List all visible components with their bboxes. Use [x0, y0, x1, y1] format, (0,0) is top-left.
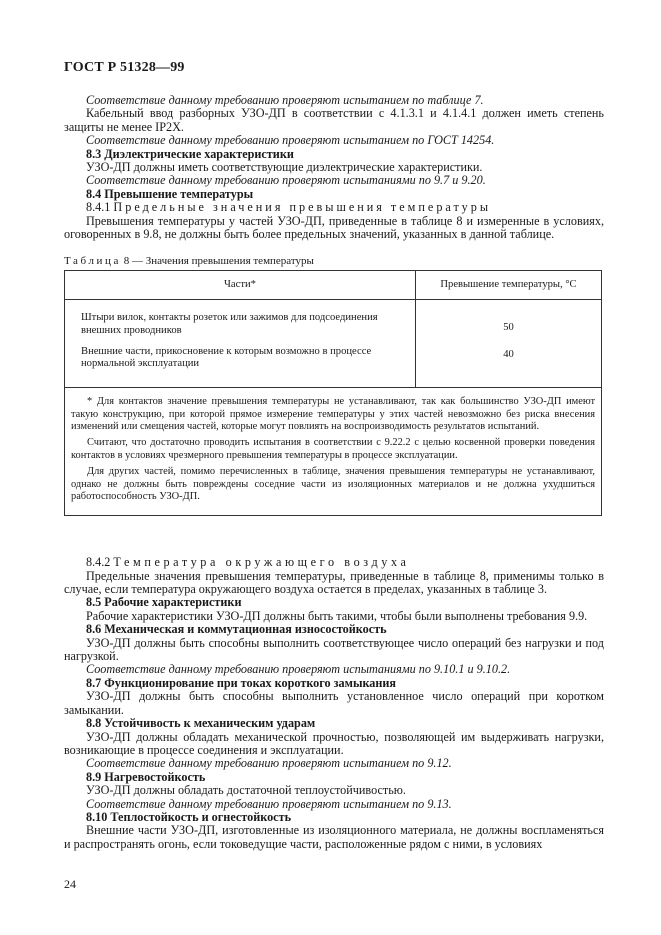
table-body-row — [65, 300, 602, 387]
temperature-rise-table — [64, 270, 602, 516]
table-notes — [65, 387, 602, 515]
table-header-row — [65, 271, 602, 300]
subsection-number: 8.4.1 — [86, 200, 111, 215]
paragraph: УЗО-ДП должны обладать механической прочностью, позволяющей им выдерживать нагрузки, возникающие в процессе соединения и эксплуатации. — [64, 729, 604, 757]
subsection-heading — [64, 556, 604, 569]
paragraph: УЗО-ДП должны быть способны выполнить установленное число операций при коротком замыкании. — [64, 689, 604, 717]
paragraph: Кабельный ввод разборных УЗО-ДП в соответствии с 4.1.3.1 и 4.1.4.1 должен иметь степень защиты не менее IP2X. — [64, 106, 604, 134]
table-note: Для других частей, помимо перечисленных в таблице, значения превышения температуры не устанавливают, однако не должны быть повреждены соседние части из изоляционных материалов и не должна ухудшиться работоспособность УЗО-ДП. — [71, 465, 595, 503]
section-heading: 8.4 Превышение температуры — [86, 186, 254, 201]
paragraph: Соответствие данному требованию проверяют испытанием по 9.13. — [86, 796, 452, 811]
paragraph: Предельные значения превышения температуры, приведенные в таблице 8, применимы только в случае, если температура окружающего воздуха остается в пределах, указанных в таблице 3. — [64, 568, 604, 597]
section-heading: 8.3 Диэлектрические характеристики — [86, 146, 294, 161]
paragraph: УЗО-ДП должны быть способны выполнить соответствующее число операций без нагрузки и под нагрузкой. — [64, 635, 604, 664]
subsection-number: 8.4.2 — [86, 555, 111, 570]
paragraph: Превышения температуры у частей УЗО-ДП, приведенные в таблице 8 и измеренные в условиях, оговоренных в 9.8, не должны быть более предельных значений, указанных в данной таблице. — [64, 213, 604, 242]
section-heading: 8.9 Нагревостойкость — [86, 769, 206, 784]
column-header-rise: Превышение температуры, °С — [416, 271, 602, 300]
table-row-part: Внешние части, прикосновение к которым возможно в процессе нормальной эксплуатации — [81, 345, 372, 370]
table-caption — [64, 255, 604, 268]
paragraph: Соответствие данному требованию проверяют испытанием по 9.12. — [86, 756, 452, 771]
paragraph: Соответствие данному требованию проверяют испытаниями по 9.10.1 и 9.10.2. — [86, 662, 511, 677]
section-heading: 8.8 Устойчивость к механическим ударам — [86, 716, 316, 731]
section-heading: 8.6 Механическая и коммутационная износостойкость — [86, 622, 387, 637]
parts-cell — [65, 300, 416, 387]
table-row-value: 40 — [503, 349, 514, 361]
document-header: ГОСТ Р 51328—99 — [64, 60, 185, 75]
table-row-part: Штыри вилок, контакты розеток или зажимов для подсоединения внешних проводников — [81, 312, 378, 337]
subsection-title: Температура окружающего воздуха — [113, 555, 410, 570]
table-row-value: 50 — [503, 322, 514, 334]
section-heading: 8.10 Теплостойкость и огнестойкость — [86, 809, 292, 824]
document-body — [64, 94, 604, 851]
column-header-parts: Части* — [65, 271, 416, 300]
table-note: * Для контактов значение превышения температуры не устанавливают, так как большинство УЗО-ДП имеют такую конструкцию, при которой прямое измерение температуры у этих частей невозможно без риска внесения изменений или смещения частей, которые могут повлиять на воспроизводимость результатов испытаний. — [71, 395, 595, 433]
table-caption-label: Таблица — [64, 255, 121, 268]
paragraph: Соответствие данному требованию проверяют испытаниями по 9.7 и 9.20. — [86, 173, 486, 188]
paragraph: Соответствие данному требованию проверяют испытанием по ГОСТ 14254. — [86, 133, 495, 148]
section-heading: 8.7 Функционирование при токах короткого замыкания — [86, 675, 397, 690]
paragraph: Соответствие данному требованию проверяют испытанием по таблице 7. — [86, 93, 484, 107]
subsection-title: Предельные значения превышения температуры — [113, 200, 492, 215]
table-note: Считают, что достаточно проводить испытания в соответствии с 9.22.2 с целью косвенной проверки поведения контактов в условиях чрезмерного превышения температуры в процессе эксплуатации. — [71, 437, 595, 462]
table-notes-row — [65, 387, 602, 515]
paragraph: УЗО-ДП должны иметь соответствующие диэлектрические характеристики. — [86, 160, 483, 175]
paragraph: УЗО-ДП должны обладать достаточной теплоустойчивостью. — [86, 783, 406, 798]
values-cell — [416, 300, 602, 387]
page-number: 24 — [64, 877, 76, 891]
paragraph: Внешние части УЗО-ДП, изготовленные из изоляционного материала, не должны воспламеняться и распространять огонь, если токоведущие части, расположенные рядом с ними, в условиях — [64, 823, 604, 851]
section-heading: 8.5 Рабочие характеристики — [86, 595, 242, 610]
paragraph: Рабочие характеристики УЗО-ДП должны быть такими, чтобы были выполнены требования 9.9. — [86, 608, 588, 623]
table-caption-text: 8 — Значения превышения температуры — [123, 255, 314, 268]
subsection-heading — [64, 201, 604, 214]
